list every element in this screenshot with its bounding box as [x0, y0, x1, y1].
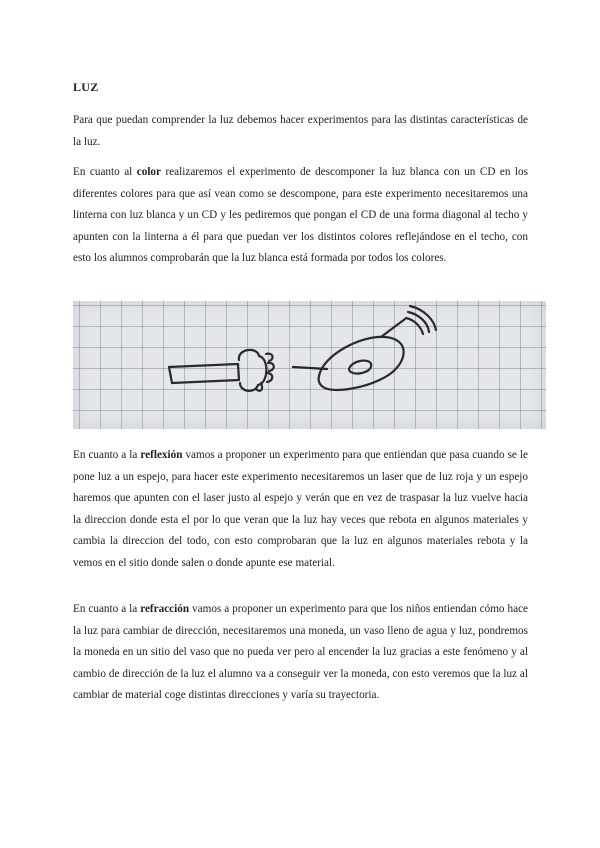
refraccion-body-text: vamos a proponer un experimento para que los niños entiendan cómo hace la luz para cambiar de dirección, necesitaremos una moneda, un vaso lleno de agua y luz, pondremos la moneda en un sitio del vaso que no pueda ver pero al encender la luz gracias a este fenómeno y al cambio de dirección de la luz el alumno va a conseguir ver la moneda, con esto veremos que la luz al cambiar de material coge distintas direcciones y varía su trayectoria. — [73, 603, 528, 701]
intro-paragraph: Para que puedan comprender la luz debemos hacer experimentos para las distintas características de la luz. — [73, 114, 528, 148]
refraccion-keyword: refracción — [140, 603, 190, 615]
reflexion-lead-text: En cuanto a la — [73, 449, 141, 461]
reflexion-keyword: reflexión — [140, 449, 183, 461]
refraccion-lead-text: En cuanto a la — [73, 603, 141, 615]
color-body-text: realizaremos el experimento de descomponer la luz blanca con un CD en los diferentes colores para que así vean como se descompone, para este experimento necesitaremos una linterna con luz blanca y un CD y les pediremos que pongan el CD de una forma diagonal al techo y apunten con la linterna a él para que puedan ver los distintos colores reflejándose en el techo, con esto los alumnos comprobarán que la luz blanca está formada por todos los colores. — [73, 166, 528, 264]
color-lead-text: En cuanto al — [73, 166, 137, 178]
color-paragraph — [73, 162, 528, 270]
refraccion-paragraph — [73, 599, 528, 707]
reflexion-body-text: vamos a proponer un experimento para que entiendan que pasa cuando se le pone luz a un espejo, para hacer este experimento necesitaremos un laser que de luz roja y un espejo haremos que apunten con el laser justo al espejo y verán que en vez de traspasar la luz vuelve hacia la direccion donde esta el por lo que veran que la luz hay veces que rebota en algunos materiales y cambia la direccion del todo, con esto comprobaran que la luz en algunos materiales rebota y la vemos en el sitio donde salen o donde apunte ese material. — [73, 449, 528, 569]
reflexion-paragraph — [73, 445, 528, 574]
flashlight-cd-sketch — [73, 301, 546, 429]
color-keyword: color — [136, 166, 161, 178]
page-title: LUZ — [73, 80, 99, 94]
hand-drawn-flashlight-and-cd-icon — [73, 301, 546, 429]
